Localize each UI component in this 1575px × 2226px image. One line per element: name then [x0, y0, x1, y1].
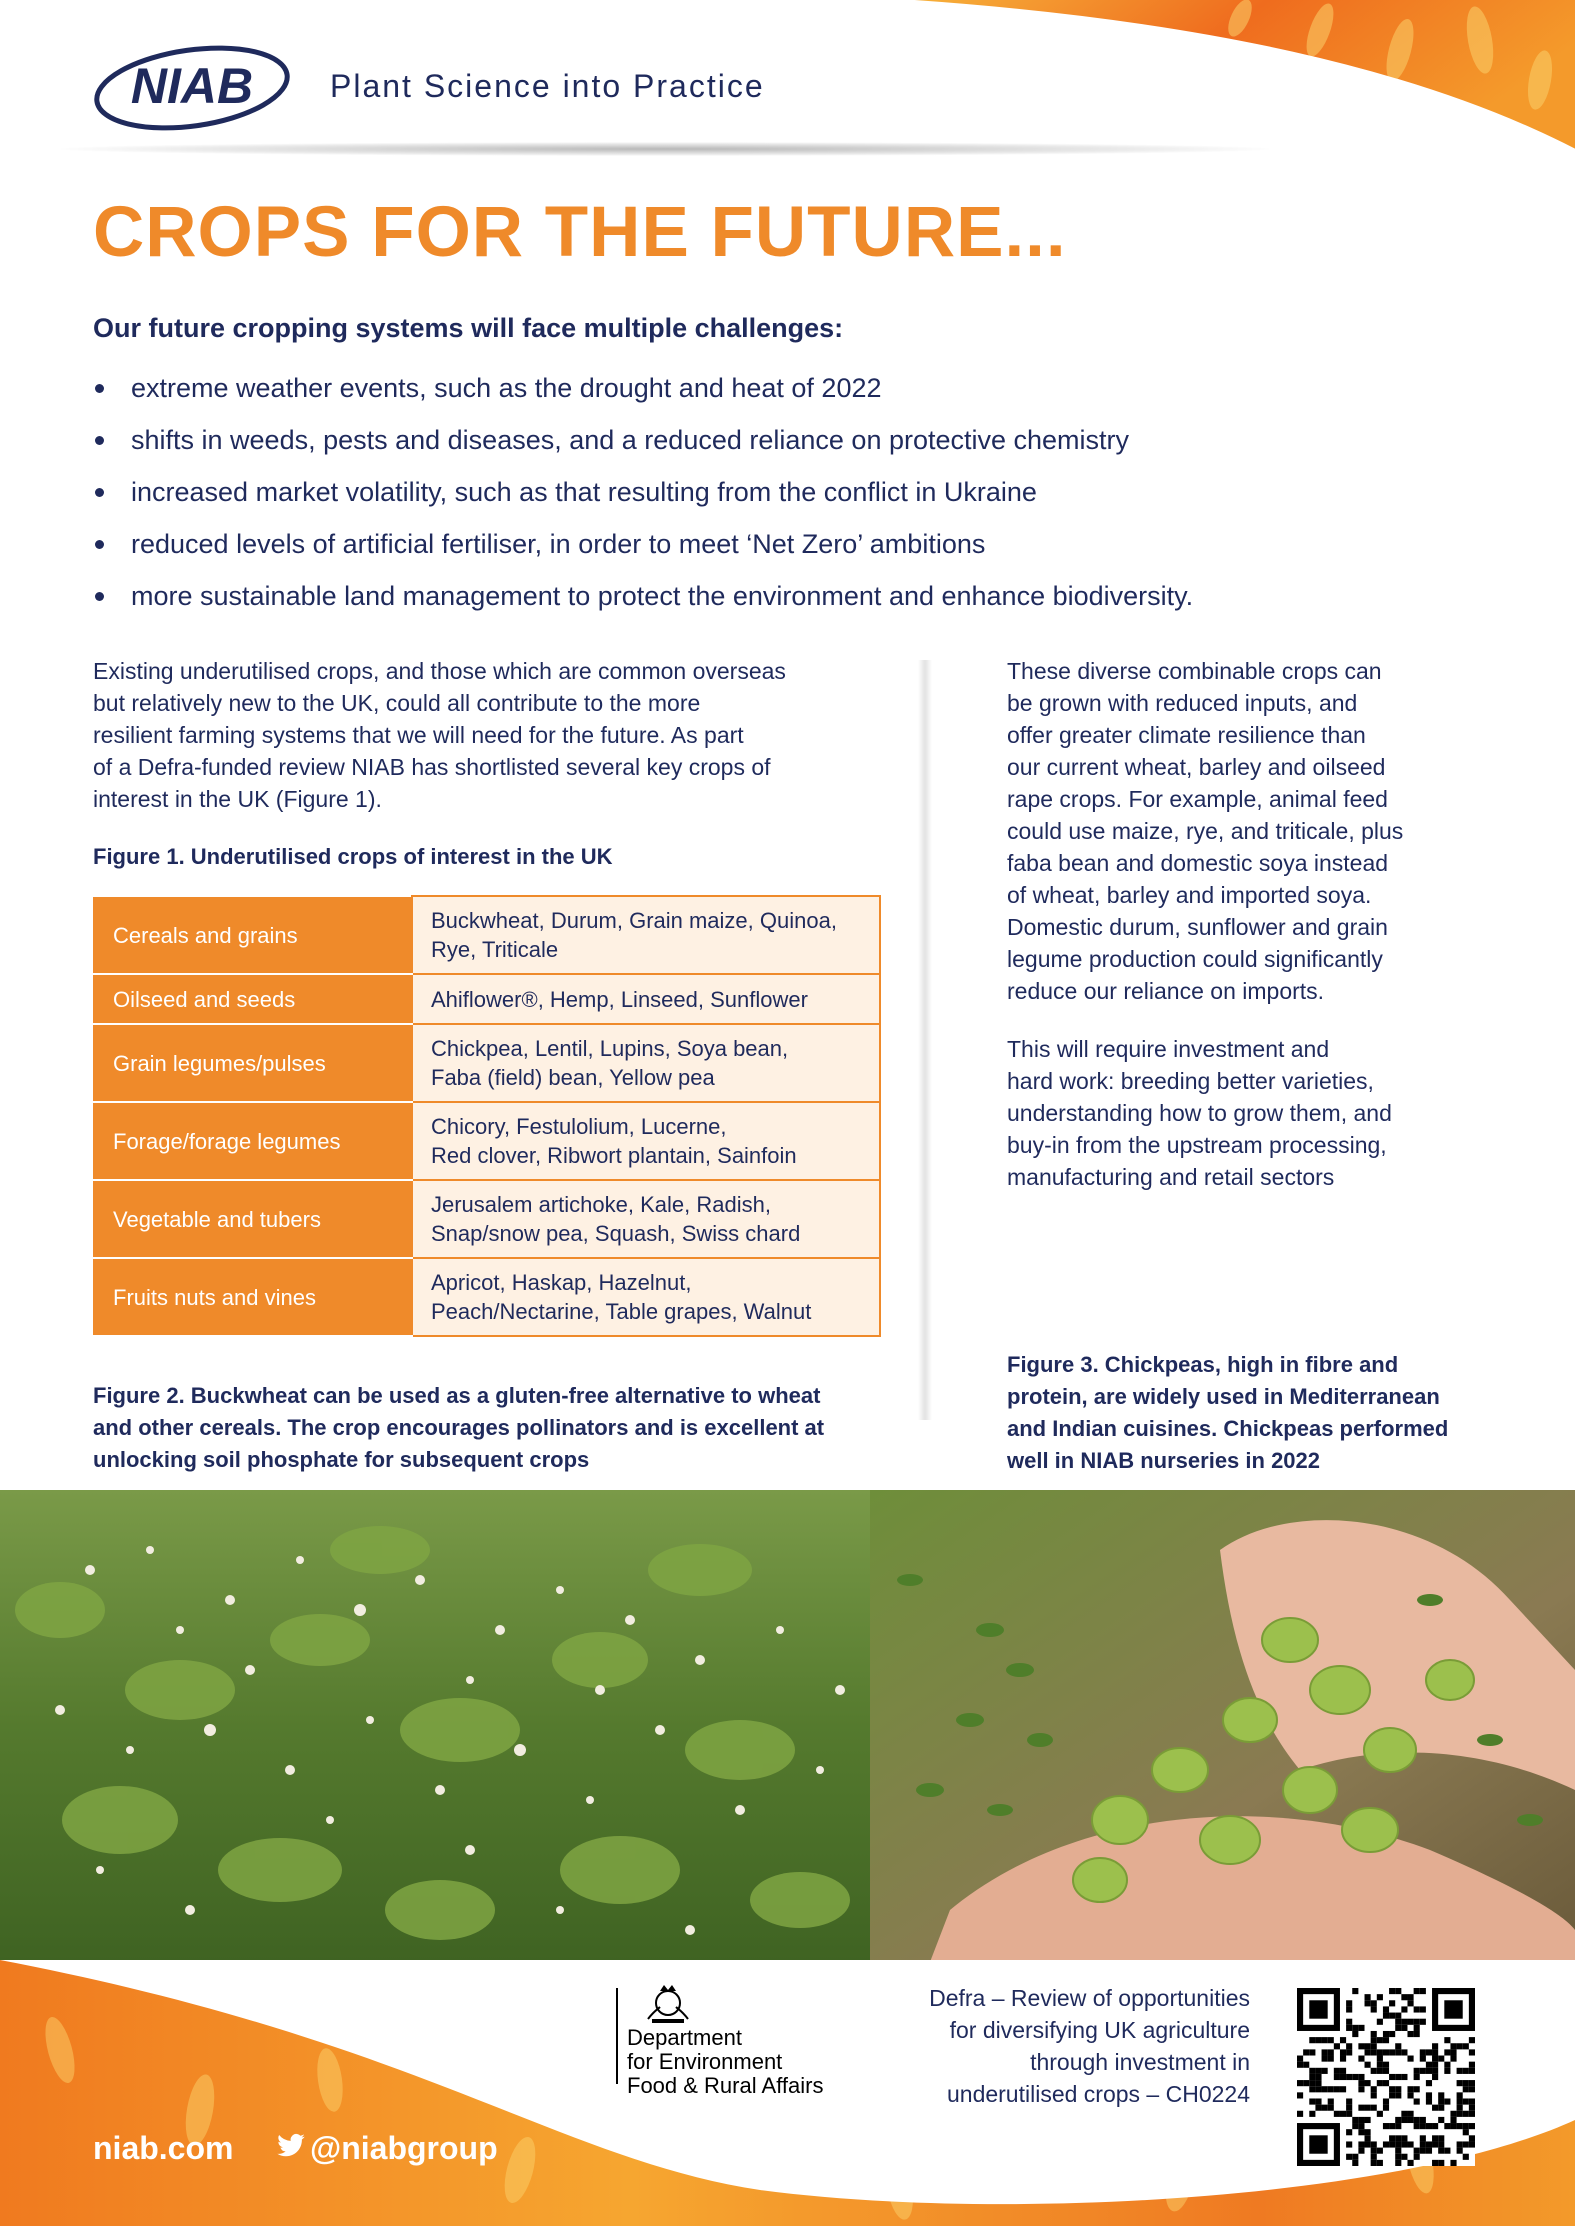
crops-cell: [412, 1258, 880, 1336]
caption-line: and Indian cuisines. Chickpeas performed: [1007, 1416, 1449, 1441]
figure2-caption: [93, 1380, 893, 1476]
paragraph-line: interest in the UK (Figure 1).: [93, 786, 382, 812]
caption-line: and other cereals. The crop encourages pollinators and is excellent at: [93, 1415, 825, 1440]
social-handle-text: @niabgroup: [310, 2130, 498, 2166]
paragraph-line: offer greater climate resilience than: [1007, 722, 1366, 748]
chickpea-photo: [870, 1490, 1575, 1962]
twitter-bird-icon: [276, 2130, 306, 2167]
defra-line: Department: [627, 2025, 742, 2050]
website-link[interactable]: niab.com: [93, 2130, 234, 2166]
paragraph-line: Domestic durum, sunflower and grain: [1007, 914, 1388, 940]
paragraph-line: of wheat, barley and imported soya.: [1007, 882, 1372, 908]
niab-logo: [92, 45, 292, 131]
left-column: [93, 655, 883, 873]
column-divider: [918, 660, 932, 1420]
table-row: [94, 896, 880, 974]
table-row: [94, 1180, 880, 1258]
caption-line: protein, are widely used in Mediterranean: [1007, 1384, 1440, 1409]
review-line: for diversifying UK agriculture: [949, 2017, 1250, 2043]
header-divider: [60, 142, 1270, 156]
royal-crest-icon: [638, 1985, 698, 2025]
crops-line: Chicory, Festulolium, Lucerne,: [431, 1114, 727, 1139]
table-row: [94, 1102, 880, 1180]
paragraph-line: resilient farming systems that we will need for the future. As part: [93, 722, 744, 748]
crops-line: Rye, Triticale: [431, 937, 559, 962]
paragraph-line: reduce our reliance on imports.: [1007, 978, 1325, 1004]
category-cell: Grain legumes/pulses: [94, 1024, 412, 1102]
social-handle[interactable]: [276, 2130, 498, 2167]
caption-line: unlocking soil phosphate for subsequent crops: [93, 1447, 590, 1472]
wheat-corner-top: [900, 0, 1575, 150]
crops-line: Chickpea, Lentil, Lupins, Soya bean,: [431, 1036, 789, 1061]
intro-paragraph: [93, 655, 883, 815]
category-cell: Fruits nuts and vines: [94, 1258, 412, 1336]
caption-line: well in NIAB nurseries in 2022: [1007, 1448, 1321, 1473]
review-line: underutilised crops – CH0224: [946, 2081, 1250, 2107]
category-cell: Cereals and grains: [94, 896, 412, 974]
caption-line: Figure 3. Chickpeas, high in fibre and: [1007, 1352, 1399, 1377]
crops-cell: [412, 1024, 880, 1102]
category-cell: Vegetable and tubers: [94, 1180, 412, 1258]
paragraph-line: rape crops. For example, animal feed: [1007, 786, 1388, 812]
crops-cell: [412, 1102, 880, 1180]
paragraph-line: be grown with reduced inputs, and: [1007, 690, 1358, 716]
tagline: Plant Science into Practice: [330, 68, 765, 104]
defra-line: Food & Rural Affairs: [627, 2073, 824, 2098]
category-cell: Forage/forage legumes: [94, 1102, 412, 1180]
figure3-caption: [1007, 1349, 1527, 1477]
defra-rule: [616, 1988, 618, 2084]
crops-line: Peach/Nectarine, Table grapes, Walnut: [431, 1299, 812, 1324]
paragraph-line: of a Defra-funded review NIAB has shortlisted several key crops of: [93, 754, 771, 780]
challenges-list: [93, 370, 1193, 630]
buckwheat-photo: [0, 1490, 880, 1962]
challenge-item: shifts in weeds, pests and diseases, and a reduced reliance on protective chemistry: [93, 422, 1193, 474]
body-paragraph: [1007, 655, 1477, 1007]
right-column: [1007, 655, 1477, 1193]
category-cell: Oilseed and seeds: [94, 974, 412, 1024]
review-reference: [860, 1982, 1250, 2110]
review-line: through investment in: [1030, 2049, 1250, 2075]
defra-name: [627, 2026, 823, 2098]
table-row: [94, 1024, 880, 1102]
crops-line: Snap/snow pea, Squash, Swiss chard: [431, 1221, 801, 1246]
table-row: [94, 1258, 880, 1336]
crops-cell: [412, 974, 880, 1024]
crops-line: Red clover, Ribwort plantain, Sainfoin: [431, 1143, 797, 1168]
intro-heading: Our future cropping systems will face multiple challenges:: [93, 313, 844, 343]
paragraph-line: Existing underutilised crops, and those which are common overseas: [93, 658, 786, 684]
defra-line: for Environment: [627, 2049, 783, 2074]
challenge-item: more sustainable land management to protect the environment and enhance biodiversity.: [93, 578, 1193, 630]
crops-line: Buckwheat, Durum, Grain maize, Quinoa,: [431, 908, 837, 933]
review-line: Defra – Review of opportunities: [929, 1985, 1250, 2011]
challenge-item: extreme weather events, such as the drought and heat of 2022: [93, 370, 1193, 422]
crops-table: [93, 895, 881, 1337]
body-paragraph: [1007, 1033, 1477, 1193]
caption-line: Figure 2. Buckwheat can be used as a gluten-free alternative to wheat: [93, 1383, 821, 1408]
challenge-item: reduced levels of artificial fertiliser, in order to meet ‘Net Zero’ ambitions: [93, 526, 1193, 578]
paragraph-line: hard work: breeding better varieties,: [1007, 1068, 1374, 1094]
page-title: CROPS FOR THE FUTURE...: [93, 193, 1067, 272]
crops-cell: [412, 896, 880, 974]
paragraph-line: These diverse combinable crops can: [1007, 658, 1382, 684]
crops-line: Faba (field) bean, Yellow pea: [431, 1065, 715, 1090]
paragraph-line: faba bean and domestic soya instead: [1007, 850, 1389, 876]
crops-line: Apricot, Haskap, Hazelnut,: [431, 1270, 692, 1295]
paragraph-line: but relatively new to the UK, could all contribute to the more: [93, 690, 701, 716]
paragraph-line: This will require investment and: [1007, 1036, 1330, 1062]
paragraph-line: understanding how to grow them, and: [1007, 1100, 1392, 1126]
figure1-caption: Figure 1. Underutilised crops of interest in the UK: [93, 844, 613, 869]
paragraph-line: our current wheat, barley and oilseed: [1007, 754, 1386, 780]
crops-line: Ahiflower®, Hemp, Linseed, Sunflower: [431, 986, 808, 1012]
paragraph-line: buy-in from the upstream processing,: [1007, 1132, 1387, 1158]
paragraph-line: could use maize, rye, and triticale, plus: [1007, 818, 1404, 844]
crops-line: Jerusalem artichoke, Kale, Radish,: [431, 1192, 771, 1217]
paragraph-line: manufacturing and retail sectors: [1007, 1164, 1335, 1190]
paragraph-line: legume production could significantly: [1007, 946, 1383, 972]
qr-code-icon[interactable]: [1297, 1988, 1475, 2166]
table-row: [94, 974, 880, 1024]
niab-logo-text: NIAB: [130, 58, 254, 114]
challenge-item: increased market volatility, such as that resulting from the conflict in Ukraine: [93, 474, 1193, 526]
crops-cell: [412, 1180, 880, 1258]
